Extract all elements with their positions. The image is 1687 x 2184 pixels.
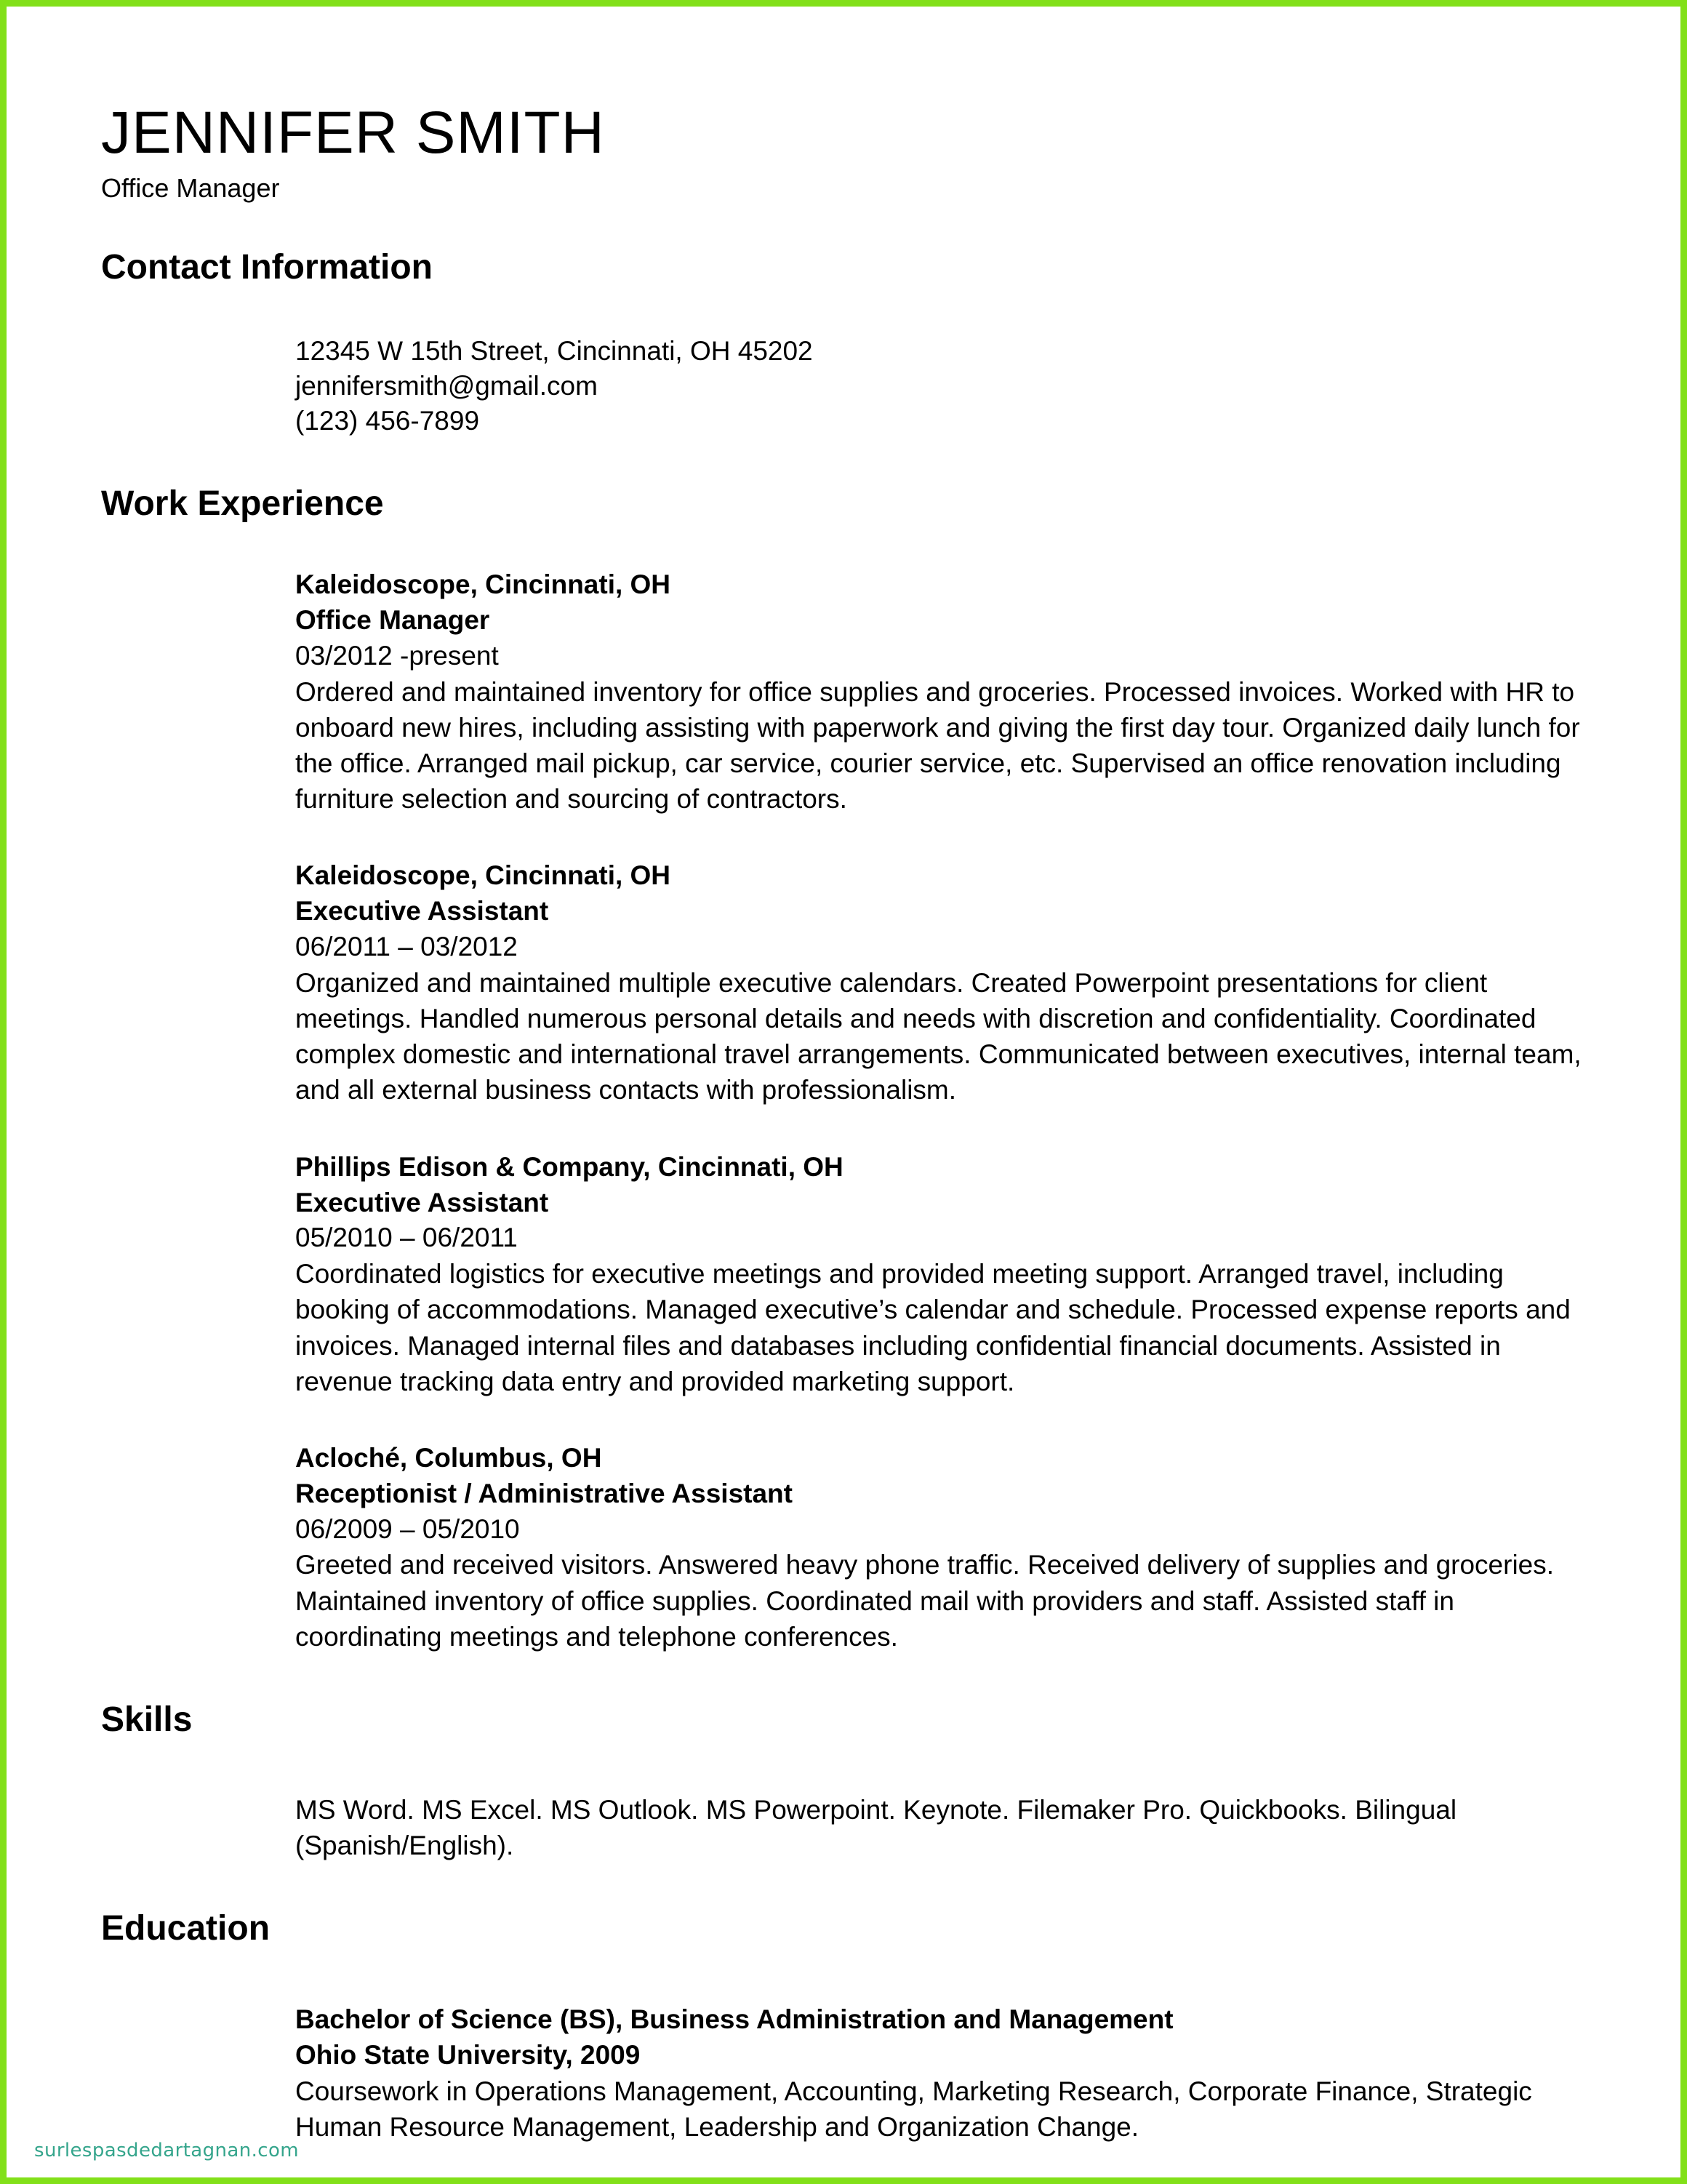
site-watermark: surlespasdedartagnan.com (34, 2140, 300, 2161)
job-role: Executive Assistant (295, 896, 549, 927)
job-dates: 06/2011 – 03/2012 (295, 932, 518, 962)
section-heading-education: Education (101, 1909, 271, 1948)
resume-content (7, 7, 1680, 2145)
section-heading-contact: Contact Information (101, 248, 433, 287)
skills-text: MS Word. MS Excel. MS Outlook. MS Powerpoint. Keynote. Filemaker Pro. Quickbooks. Bilingual (Spanish/English). (295, 1794, 1457, 1861)
job-entry (295, 567, 1590, 817)
education-school: Ohio State University, 2009 (295, 2039, 641, 2070)
job-role: Receptionist / Administrative Assistant (295, 1478, 793, 1508)
job-dates: 05/2010 – 06/2011 (295, 1223, 518, 1253)
job-dates: 06/2009 – 05/2010 (295, 1513, 520, 1544)
education-block (295, 2002, 1590, 2145)
job-dates: 03/2012 -present (295, 640, 499, 671)
skills-block (295, 1792, 1590, 1863)
job-entry (295, 1150, 1590, 1399)
job-entry (295, 1441, 1590, 1655)
job-entry (295, 858, 1590, 1108)
education-coursework: Coursework in Operations Management, Accounting, Marketing Research, Corporate Finance, Strategic Human Resource Management, Leadership and Organization Change. (295, 2076, 1532, 2142)
job-company: Kaleidoscope, Cincinnati, OH (295, 569, 671, 600)
header-job-title: Office Manager (101, 172, 280, 203)
job-description: Ordered and maintained inventory for office supplies and groceries. Processed invoices. Worked with HR to onboard new hires, including assisting with paperwork and giving the first day tour. Organized daily lunch for the office. Arranged mail pickup, car service, courier service, etc. Supervised an office renovation including furniture selection and sourcing of contractors. (295, 676, 1580, 815)
job-description: Greeted and received visitors. Answered heavy phone traffic. Received delivery of supplies and groceries. Maintained inventory of office supplies. Coordinated mail with providers and staff. Assisted staff in coordinating meetings and telephone conferences. (295, 1550, 1555, 1652)
job-company: Acloché, Columbus, OH (295, 1442, 602, 1473)
job-description: Organized and maintained multiple executive calendars. Created Powerpoint presentations for client meetings. Handled numerous personal details and needs with discretion and confidentiality. Coordinated complex domestic and international travel arrangements. Communicated between executives, internal team, and all external business contacts with professionalism. (295, 967, 1582, 1105)
job-company: Phillips Edison & Company, Cincinnati, OH (295, 1151, 844, 1182)
work-experience-list (295, 567, 1590, 1655)
section-heading-skills: Skills (101, 1700, 193, 1740)
job-description: Coordinated logistics for executive meetings and provided meeting support. Arranged travel, including booking of accommodations. Managed executive’s calendar and schedule. Processed expense reports and invoices. Managed internal files and databases including confidential financial documents. Assisted in revenue tracking data entry and provided marketing support. (295, 1259, 1571, 1396)
contact-block (295, 334, 1590, 439)
contact-email[interactable]: jennifersmith@gmail.com (295, 371, 598, 401)
education-degree: Bachelor of Science (BS), Business Administration and Management (295, 2004, 1174, 2035)
job-role: Executive Assistant (295, 1187, 549, 1217)
page-title: JENNIFER SMITH (101, 100, 605, 166)
job-role: Office Manager (295, 604, 490, 635)
job-company: Kaleidoscope, Cincinnati, OH (295, 860, 671, 891)
contact-address: 12345 W 15th Street, Cincinnati, OH 45202 (295, 336, 813, 367)
contact-phone[interactable]: (123) 456-7899 (295, 406, 480, 436)
section-heading-work-experience: Work Experience (101, 484, 384, 524)
